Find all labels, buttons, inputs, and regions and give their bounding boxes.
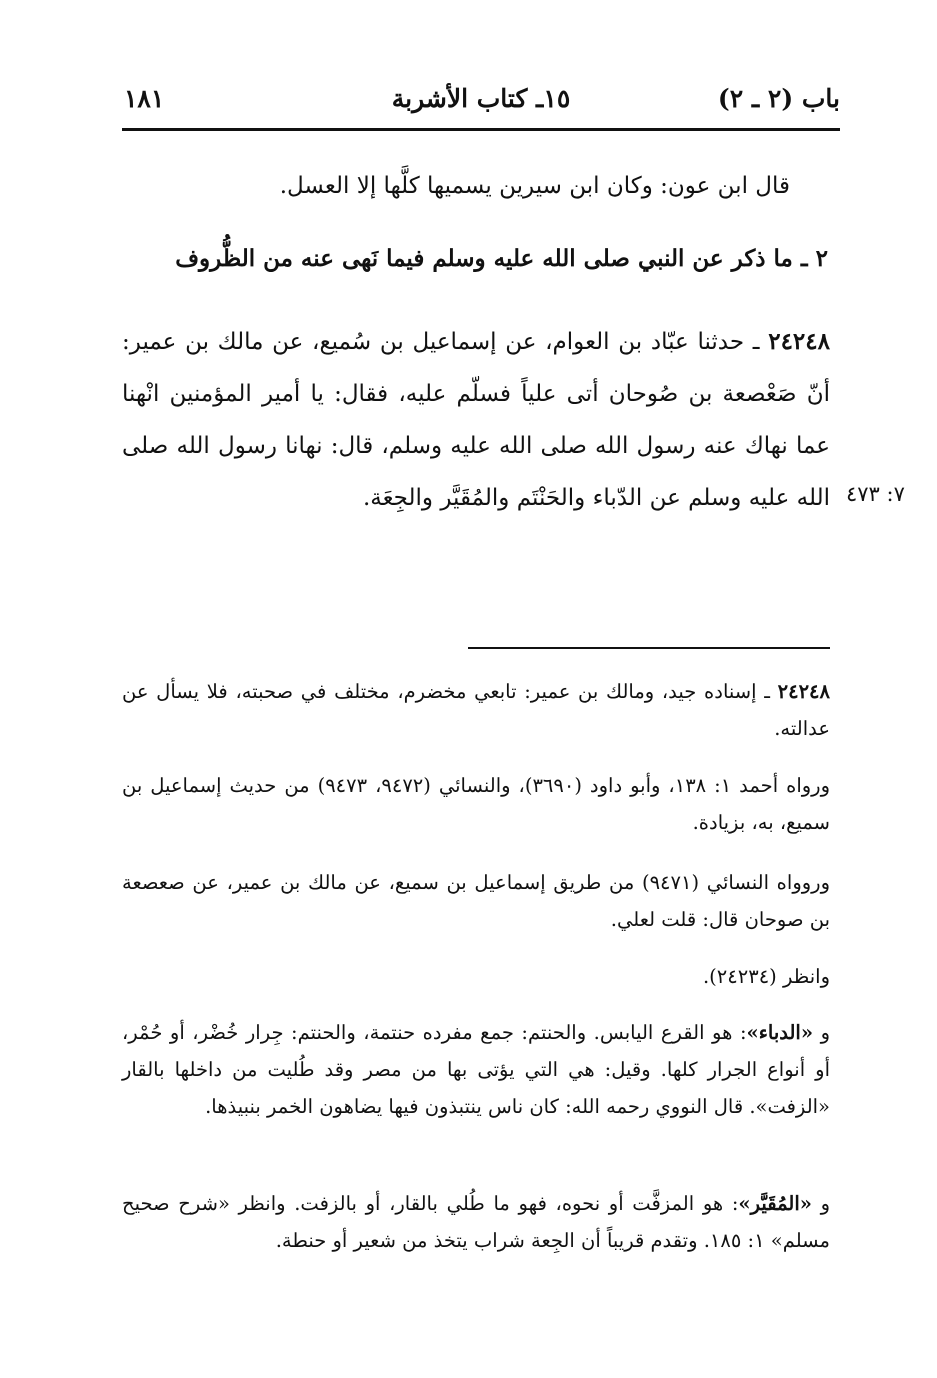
footnote-4: وانظر (٢٤٢٣٤). bbox=[702, 965, 830, 988]
footnote-text: : هو القرع اليابس. والحنتم: جمع مفرده حنتمة، والحنتم: جِرار خُضْر، أو حُمْر، أو أنواع الجرار كلها. وقيل: هي التي يؤتى بها من مصر وقد طُليت من داخلها بالقار «الزفت». قال النووي رحمه الله: كان ناس ينتبذون فيها يضاهون الخمر بنبيذها. bbox=[122, 1021, 830, 1118]
footnote-text: : هو المزفَّت أو نحوه، فهو ما طُلي بالقار، أو بالزفت. وانظر «شرح صحيح مسلم» ١: ١٨٥. وتقدم قريباً أن الجِعة شراب يتخذ من شعير أو حنطة. bbox=[122, 1192, 830, 1252]
footnote-1 bbox=[122, 673, 830, 747]
footnote-5 bbox=[122, 1014, 830, 1125]
book-title: ١٥ـ كتاب الأشربة bbox=[391, 84, 571, 113]
chapter-reference: باب (٢ ـ ٢) bbox=[717, 84, 840, 113]
hadith-text: ـ حدثنا عبّاد بن العوام، عن إسماعيل بن سُميع، عن مالك بن عمير: أنّ صَعْصعة بن صُوحان أتى علياً فسلّم عليه، فقال: يا أمير المؤمنين انْهنا عما نهاك عنه رسول الله صلى الله عليه وسلم، قال: نهانا رسول الله صلى الله عليه وسلم عن الدّباء والحَنْتَم والمُقَيَّر والجِعَة. bbox=[122, 329, 830, 511]
page-number: ١٨١ bbox=[124, 84, 165, 113]
hadith-paragraph bbox=[122, 316, 830, 524]
footnote-number: ٢٤٢٤٨ bbox=[777, 680, 830, 703]
footnote-6 bbox=[122, 1185, 830, 1259]
running-header bbox=[122, 84, 840, 124]
intro-line: قال ابن عون: وكان ابن سيرين يسميها كلَّها إلا العسل. bbox=[279, 173, 790, 199]
footnote-3: وروواه النسائي (٩٤٧١) من طريق إسماعيل بن سميع، عن مالك بن عمير، عن صعصعة بن صوحان قال: قلت لعلي. bbox=[122, 871, 830, 931]
footnote-prefix: و bbox=[811, 1192, 830, 1215]
footnote-text: ـ إسناده جيد، ومالك بن عمير: تابعي مخضرم، مختلف في صحبته، فلا يسأل عن عدالته. bbox=[122, 680, 830, 740]
section-heading: ٢ ـ ما ذكر عن النبي صلى الله عليه وسلم فيما نَهى عنه من الظُّروف bbox=[175, 245, 828, 272]
footnote-divider bbox=[468, 647, 830, 649]
header-divider bbox=[122, 128, 840, 131]
footnote-term: «الدباء» bbox=[746, 1021, 814, 1044]
footnote-prefix: و bbox=[813, 1021, 830, 1044]
footnote-2: ورواه أحمد ١: ١٣٨، وأبو داود (٣٦٩٠)، والنسائي (٩٤٧٢، ٩٤٧٣) من حديث إسماعيل بن سميع، به، بزيادة. bbox=[122, 774, 830, 834]
footnote-term: «المُقَيَّر» bbox=[738, 1192, 812, 1215]
margin-reference: ٧: ٤٧٣ bbox=[846, 482, 905, 506]
hadith-number: ٢٤٢٤٨ bbox=[768, 328, 830, 355]
